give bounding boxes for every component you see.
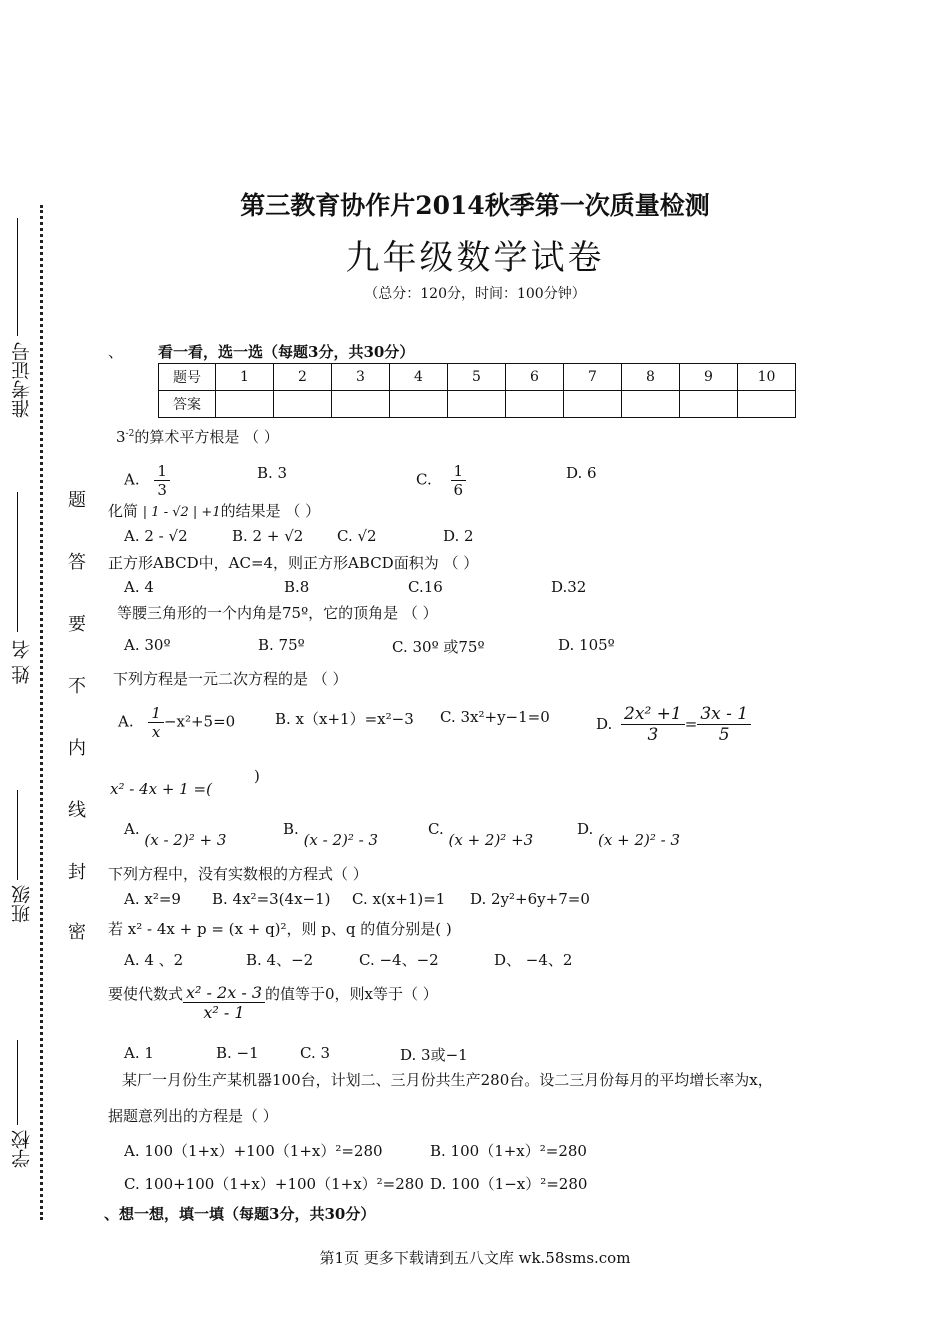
- q2-expr: | 1 - √2 | +1: [142, 505, 221, 520]
- option-label: A.: [124, 470, 140, 489]
- answer-cell[interactable]: [216, 391, 274, 418]
- q4-option-d[interactable]: D. 105º: [558, 636, 615, 654]
- q1-option-a[interactable]: [124, 462, 170, 499]
- q7-option-a[interactable]: A. x²=9: [124, 890, 181, 908]
- q2-stem-post: 的结果是 （ ）: [220, 502, 321, 520]
- option-expr: (x - 2)² - 3: [303, 831, 379, 849]
- q8-option-b[interactable]: B. 4、−2: [246, 951, 314, 969]
- q3-option-c[interactable]: C.16: [408, 578, 443, 596]
- q1-exp: -2: [125, 429, 135, 439]
- q5-stem: 下列方程是一元二次方程的是 （ ）: [113, 670, 348, 688]
- seal-word: 密: [68, 922, 86, 943]
- question-number: 9: [680, 364, 738, 391]
- exam-meta: （总分：120分，时间：100分钟）: [364, 286, 586, 302]
- q6-option-c[interactable]: [428, 820, 534, 849]
- q9-stem: [108, 983, 438, 1022]
- q8-option-a[interactable]: A. 4 、2: [124, 951, 184, 969]
- class-blank: [17, 790, 18, 880]
- q10-stem-2: 据题意列出的方程是（ ）: [108, 1107, 278, 1125]
- q9-stem-pre: 要使代数式: [108, 985, 184, 1003]
- option-expr: (x + 2)² +3: [448, 831, 534, 849]
- seal-word: 要: [68, 614, 86, 635]
- option-label: A.: [124, 820, 140, 838]
- q7-stem: 下列方程中，没有实数根的方程式（ ）: [108, 865, 368, 883]
- option-label: B.: [283, 820, 299, 838]
- q10-option-d[interactable]: D. 100（1−x）²=280: [430, 1175, 588, 1193]
- exam-title: 第三教育协作片2014秋季第一次质量检测: [240, 191, 710, 220]
- denominator: 5: [718, 725, 730, 746]
- q5-option-b[interactable]: B. x（x+1）=x²−3: [275, 710, 414, 728]
- q2-option-a[interactable]: A. 2 - √2: [124, 527, 188, 545]
- q2-stem-pre: 化简: [108, 502, 139, 520]
- q2-option-c[interactable]: C. √2: [337, 527, 377, 545]
- numerator: 1: [451, 462, 467, 481]
- q7-option-d[interactable]: D. 2y²+6y+7=0: [470, 890, 590, 908]
- question-number: 2: [274, 364, 332, 391]
- exam-number-label: 准考证号: [11, 342, 33, 418]
- fraction: [154, 462, 170, 499]
- q2-stem: [108, 500, 320, 521]
- question-number: 5: [448, 364, 506, 391]
- q10-option-a[interactable]: A. 100（1+x）+100（1+x）²=280: [124, 1142, 383, 1160]
- q8-stem: 若 x² - 4x + p = (x + q)²，则 p、q 的值分别是( ): [108, 920, 452, 938]
- q3-option-b[interactable]: B.8: [284, 578, 310, 596]
- school-label: 学校: [11, 1130, 33, 1168]
- question-number: 4: [390, 364, 448, 391]
- section2-title: 想一想，填一填（每题3分，共30分）: [119, 1205, 376, 1223]
- q2-option-b[interactable]: B. 2 + √2: [232, 527, 304, 545]
- seal-word: 内: [68, 738, 86, 759]
- section1-title: 看一看，选一选（每题3分，共30分）: [158, 343, 415, 361]
- question-number: 6: [506, 364, 564, 391]
- q4-option-a[interactable]: A. 30º: [124, 636, 171, 654]
- q9-option-c[interactable]: C. 3: [300, 1044, 331, 1062]
- q3-option-a[interactable]: A. 4: [124, 578, 154, 596]
- q1-option-d[interactable]: D. 6: [566, 464, 597, 482]
- row-label: 答案: [159, 391, 216, 418]
- seal-word: 答: [68, 552, 86, 573]
- question-number: 3: [332, 364, 390, 391]
- q9-option-b[interactable]: B. −1: [216, 1044, 259, 1062]
- q3-stem: 正方形ABCD中，AC=4，则正方形ABCD面积为 （ ）: [108, 554, 479, 572]
- answer-cell[interactable]: [506, 391, 564, 418]
- binding-dotted-line: [40, 205, 43, 1220]
- equals-sign: =: [684, 714, 698, 733]
- fraction: [451, 462, 467, 499]
- section2-prefix: 、: [104, 1205, 120, 1223]
- seal-word: 题: [68, 490, 86, 511]
- page-footer: 第1页 更多下载请到五八文库 wk.58sms.com: [319, 1249, 631, 1267]
- fraction: [697, 704, 751, 746]
- question-number: 1: [216, 364, 274, 391]
- denominator: x: [151, 723, 161, 741]
- q5-option-a[interactable]: [118, 704, 235, 741]
- q9-option-d[interactable]: D. 3或−1: [400, 1046, 468, 1064]
- section1-prefix: 、: [108, 343, 124, 361]
- q4-stem: 等腰三角形的一个内角是75º，它的顶角是 （ ）: [117, 604, 438, 622]
- answer-cell[interactable]: [564, 391, 622, 418]
- fraction: [148, 704, 164, 741]
- row-label: 题号: [159, 364, 216, 391]
- answer-cell[interactable]: [274, 391, 332, 418]
- answer-cell[interactable]: [390, 391, 448, 418]
- denominator: 6: [453, 481, 464, 499]
- option-label: D.: [577, 820, 594, 838]
- answer-table: [158, 363, 796, 418]
- section2-heading: [104, 1203, 375, 1224]
- q2-option-d[interactable]: D. 2: [443, 527, 474, 545]
- seal-word: 线: [68, 800, 86, 821]
- option-label: C.: [416, 470, 432, 489]
- q1-option-c[interactable]: [416, 462, 466, 499]
- q5-option-d[interactable]: [596, 704, 751, 746]
- option-expr: (x + 2)² - 3: [598, 831, 681, 849]
- exam-subject: 九年级数学试卷: [345, 238, 605, 278]
- q8-option-d[interactable]: D、 −4、2: [494, 951, 573, 969]
- q1-stem: [116, 426, 279, 447]
- q1-stem-text: 的算术平方根是 （ ）: [134, 428, 279, 446]
- q10-option-c[interactable]: C. 100+100（1+x）+100（1+x）²=280: [124, 1175, 424, 1193]
- numerator: x² - 2x - 3: [183, 983, 265, 1003]
- numerator: 2x² +1: [621, 704, 685, 725]
- numerator: 1: [154, 462, 170, 481]
- q4-option-b[interactable]: B. 75º: [258, 636, 305, 654]
- q3-option-d[interactable]: D.32: [551, 578, 587, 596]
- q6-option-a[interactable]: [124, 820, 227, 849]
- numerator: 3x - 1: [697, 704, 751, 725]
- question-number: 8: [622, 364, 680, 391]
- q10-option-b[interactable]: B. 100（1+x）²=280: [430, 1142, 587, 1160]
- q1-option-b[interactable]: B. 3: [257, 464, 288, 482]
- answer-cell[interactable]: [738, 391, 796, 418]
- numerator: 1: [148, 704, 164, 723]
- question-number: 10: [738, 364, 796, 391]
- answer-cell[interactable]: [680, 391, 738, 418]
- q9-stem-post: 的值等于0，则x等于（ ）: [265, 985, 438, 1003]
- table-row: [159, 391, 796, 418]
- q7-option-b[interactable]: B. 4x²=3(4x−1): [212, 890, 331, 908]
- table-row: [159, 364, 796, 391]
- answer-cell[interactable]: [332, 391, 390, 418]
- option-label: D.: [596, 714, 613, 733]
- q7-option-c[interactable]: C. x(x+1)=1: [352, 890, 446, 908]
- option-label: A.: [118, 712, 134, 731]
- q6-option-d[interactable]: [577, 820, 681, 849]
- q5-option-c[interactable]: C. 3x²+y−1=0: [440, 708, 550, 726]
- option-expr: (x - 2)² + 3: [144, 831, 227, 849]
- q6-stem: x² - 4x + 1 =(: [110, 780, 212, 798]
- name-label: 姓 名: [11, 640, 33, 685]
- q5-a-rest: −x²+5=0: [163, 712, 236, 731]
- answer-cell[interactable]: [448, 391, 506, 418]
- school-blank: [17, 1040, 18, 1125]
- q10-stem: 某厂一月份生产某机器100台，计划二、三月份共生产280台。设二三月份每月的平均增长率为x，: [122, 1071, 773, 1089]
- q9-option-a[interactable]: A. 1: [124, 1044, 154, 1062]
- seal-word: 封: [68, 862, 86, 883]
- q1-base: 3: [116, 428, 126, 446]
- denominator: 3: [647, 725, 659, 746]
- class-label: 班级: [11, 885, 33, 923]
- fraction: [621, 704, 685, 746]
- denominator: x² - 1: [203, 1003, 245, 1023]
- answer-cell[interactable]: [622, 391, 680, 418]
- q8-option-c[interactable]: C. −4、−2: [359, 951, 439, 969]
- fraction: [183, 983, 265, 1022]
- q6-close-paren: ): [254, 767, 260, 785]
- seal-word: 不: [68, 676, 86, 697]
- q4-option-c[interactable]: C. 30º 或75º: [392, 638, 485, 656]
- name-blank: [17, 492, 18, 632]
- question-number: 7: [564, 364, 622, 391]
- option-label: C.: [428, 820, 444, 838]
- q6-option-b[interactable]: [283, 820, 379, 849]
- denominator: 3: [157, 481, 167, 499]
